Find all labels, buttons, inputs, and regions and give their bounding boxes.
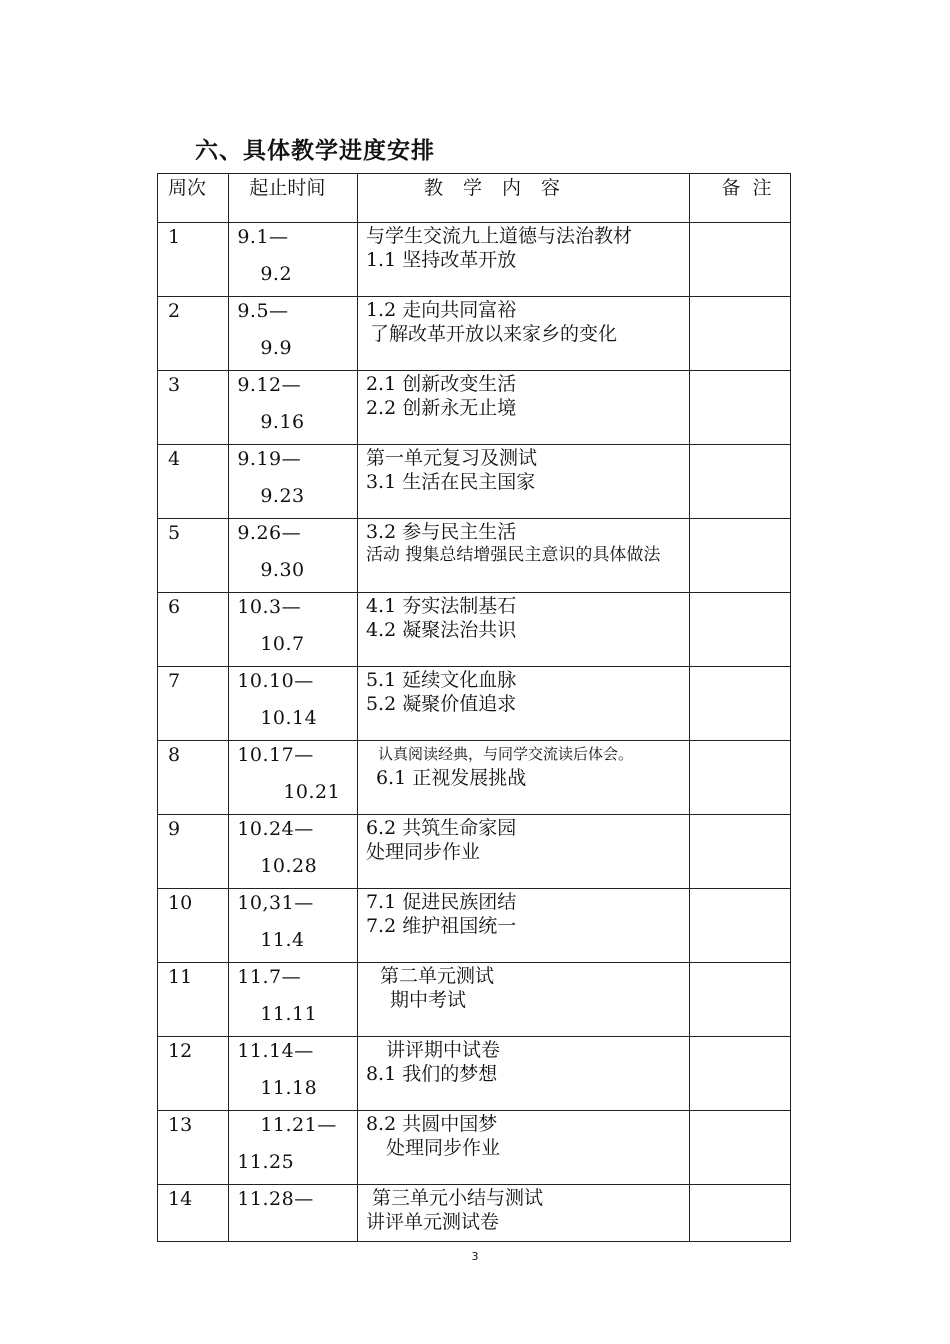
content-cell: 1.2 走向共同富裕 了解改革开放以来家乡的变化 bbox=[357, 297, 689, 371]
remarks-cell bbox=[689, 1111, 791, 1185]
table-row bbox=[158, 963, 791, 1037]
week-cell: 13 bbox=[158, 1111, 229, 1185]
week-cell: 5 bbox=[158, 519, 229, 593]
remarks-cell bbox=[689, 741, 791, 815]
content-cell: 与学生交流九上道德与法治教材 1.1 坚持改革开放 bbox=[357, 223, 689, 297]
header-content: 教 学 内 容 bbox=[357, 174, 689, 223]
content-cell: 2.1 创新改变生活 2.2 创新永无止境 bbox=[357, 371, 689, 445]
content-cell: 3.2 参与民主生活 活动 搜集总结增强民主意识的具体做法 bbox=[357, 519, 689, 593]
header-week: 周次 bbox=[158, 174, 229, 223]
remarks-cell bbox=[689, 445, 791, 519]
table-row bbox=[158, 297, 791, 371]
week-cell: 1 bbox=[158, 223, 229, 297]
week-cell: 6 bbox=[158, 593, 229, 667]
date-cell: 11.14— 11.18 bbox=[229, 1037, 358, 1111]
table-row bbox=[158, 1037, 791, 1111]
content-cell: 6.2 共筑生命家园 处理同步作业 bbox=[357, 815, 689, 889]
remarks-cell bbox=[689, 815, 791, 889]
header-dates: 起止时间 bbox=[229, 174, 358, 223]
content-cell: 讲评期中试卷 8.1 我们的梦想 bbox=[357, 1037, 689, 1111]
remarks-cell bbox=[689, 963, 791, 1037]
week-cell: 2 bbox=[158, 297, 229, 371]
remarks-cell bbox=[689, 667, 791, 741]
content-cell: 第三单元小结与测试 讲评单元测试卷 bbox=[357, 1185, 689, 1242]
table-row bbox=[158, 371, 791, 445]
week-cell: 12 bbox=[158, 1037, 229, 1111]
table-header-row bbox=[158, 174, 791, 223]
table-row bbox=[158, 741, 791, 815]
content-cell: 认真阅读经典，与同学交流读后体会。 6.1 正视发展挑战 bbox=[357, 741, 689, 815]
week-cell: 8 bbox=[158, 741, 229, 815]
remarks-cell bbox=[689, 223, 791, 297]
date-cell: 9.19— 9.23 bbox=[229, 445, 358, 519]
date-cell: 10.24— 10.28 bbox=[229, 815, 358, 889]
schedule-table bbox=[157, 173, 791, 1242]
table-row bbox=[158, 889, 791, 963]
table-row bbox=[158, 445, 791, 519]
content-cell: 第二单元测试 期中考试 bbox=[357, 963, 689, 1037]
remarks-cell bbox=[689, 889, 791, 963]
week-cell: 7 bbox=[158, 667, 229, 741]
date-cell: 9.1— 9.2 bbox=[229, 223, 358, 297]
remarks-cell bbox=[689, 1185, 791, 1242]
week-cell: 9 bbox=[158, 815, 229, 889]
table-row bbox=[158, 593, 791, 667]
content-cell: 7.1 促进民族团结 7.2 维护祖国统一 bbox=[357, 889, 689, 963]
content-cell: 5.1 延续文化血脉 5.2 凝聚价值追求 bbox=[357, 667, 689, 741]
date-cell: 9.12— 9.16 bbox=[229, 371, 358, 445]
remarks-cell bbox=[689, 519, 791, 593]
date-cell: 10.3— 10.7 bbox=[229, 593, 358, 667]
content-cell: 8.2 共圆中国梦 处理同步作业 bbox=[357, 1111, 689, 1185]
remarks-cell bbox=[689, 371, 791, 445]
page-number: 3 bbox=[471, 1250, 479, 1263]
date-cell: 10.10— 10.14 bbox=[229, 667, 358, 741]
remarks-cell bbox=[689, 297, 791, 371]
remarks-cell bbox=[689, 593, 791, 667]
header-remarks: 备 注 bbox=[689, 174, 791, 223]
date-cell: 10,31— 11.4 bbox=[229, 889, 358, 963]
week-cell: 11 bbox=[158, 963, 229, 1037]
section-title: 六、具体教学进度安排 bbox=[195, 138, 435, 164]
date-cell: 11.7— 11.11 bbox=[229, 963, 358, 1037]
date-cell: 11.28— bbox=[229, 1185, 358, 1242]
table-row bbox=[158, 1185, 791, 1242]
content-cell: 第一单元复习及测试 3.1 生活在民主国家 bbox=[357, 445, 689, 519]
table-row bbox=[158, 223, 791, 297]
table-row bbox=[158, 519, 791, 593]
date-cell: 9.5— 9.9 bbox=[229, 297, 358, 371]
date-cell: 9.26— 9.30 bbox=[229, 519, 358, 593]
remarks-cell bbox=[689, 1037, 791, 1111]
week-cell: 4 bbox=[158, 445, 229, 519]
table-row bbox=[158, 667, 791, 741]
week-cell: 3 bbox=[158, 371, 229, 445]
content-cell: 4.1 夯实法制基石 4.2 凝聚法治共识 bbox=[357, 593, 689, 667]
table-row bbox=[158, 815, 791, 889]
date-cell: 11.21— 11.25 bbox=[229, 1111, 358, 1185]
week-cell: 14 bbox=[158, 1185, 229, 1242]
table-row bbox=[158, 1111, 791, 1185]
date-cell: 10.17— 10.21 bbox=[229, 741, 358, 815]
week-cell: 10 bbox=[158, 889, 229, 963]
